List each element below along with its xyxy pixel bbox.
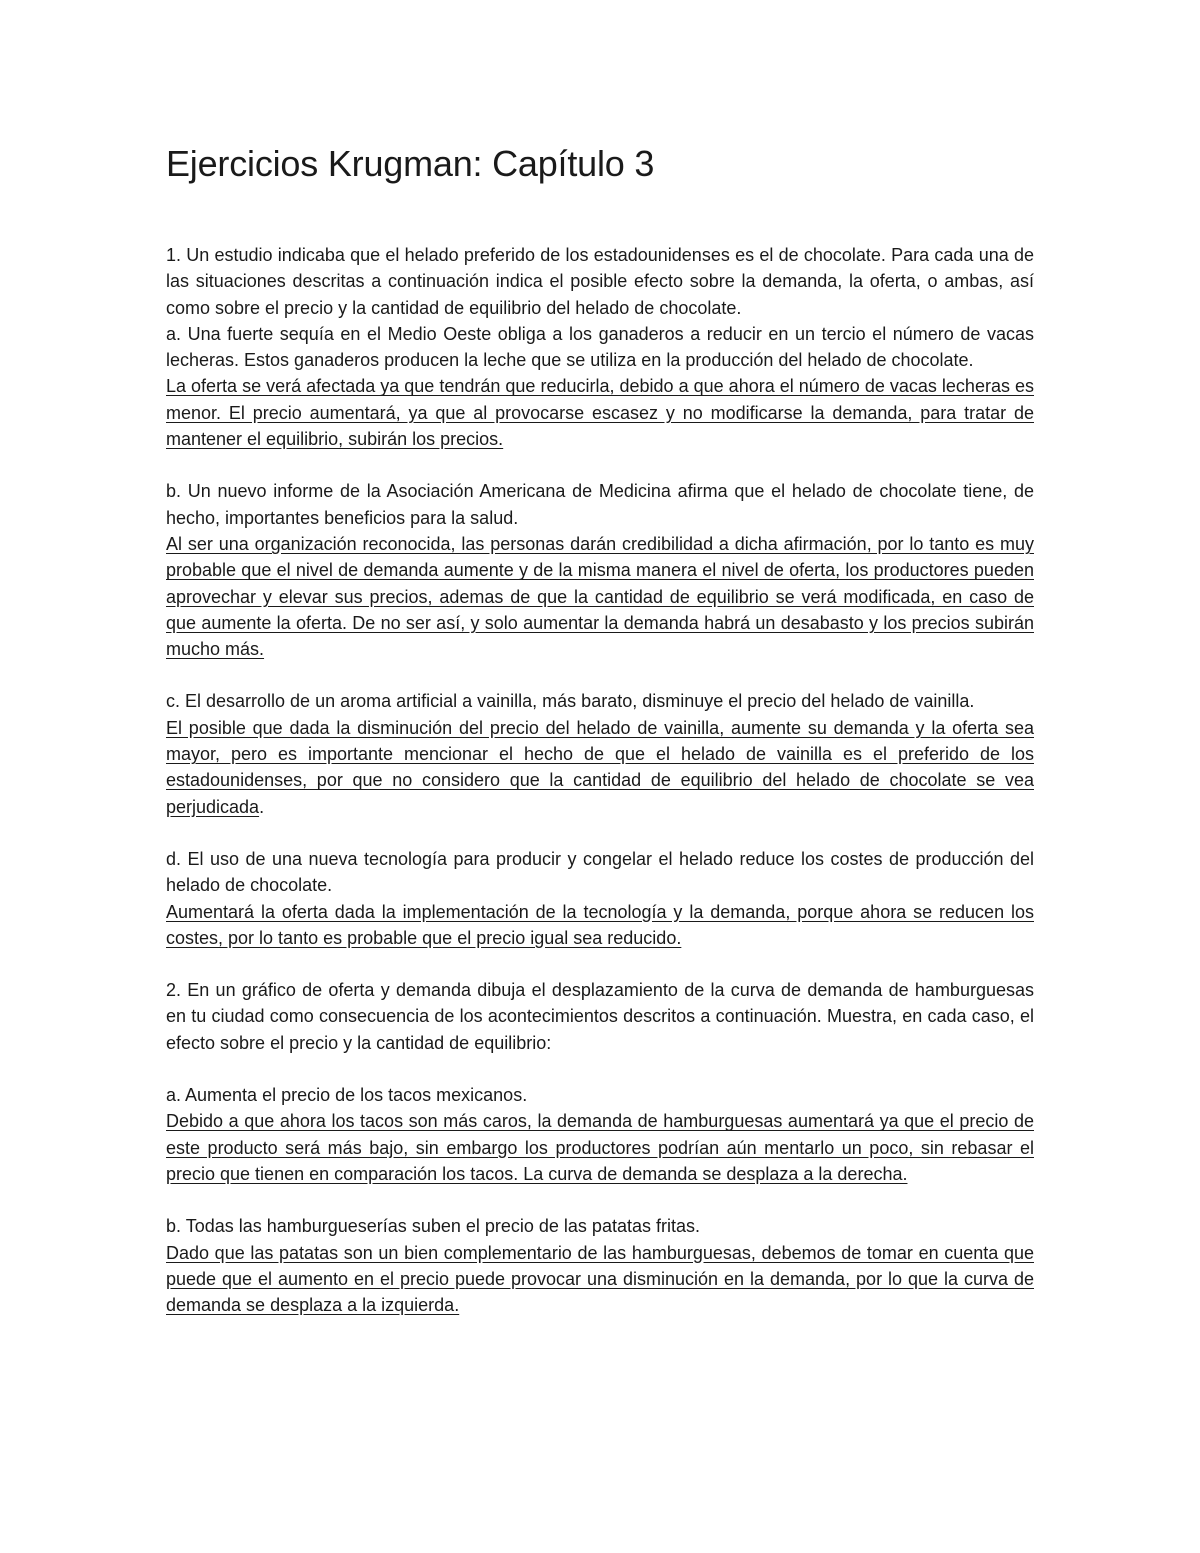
spacer (166, 1056, 1034, 1082)
spacer (166, 820, 1034, 846)
question-1a: a. Una fuerte sequía en el Medio Oeste obliga a los ganaderos a reducir en un tercio el número de vacas lecheras. Estos ganaderos producen la leche que se utiliza en la producción del helado de chocolate. (166, 323, 1034, 371)
answer-2b: Dado que las patatas son un bien complementario de las hamburguesas, debemos de tomar en cuenta que puede que el aumento en el precio puede provocar una disminución en la demanda, por lo que la curva de demanda se desplaza a la izquierda. (166, 1242, 1034, 1316)
question-2-intro: 2. En un gráfico de oferta y demanda dibuja el desplazamiento de la curva de demanda de hamburguesas en tu ciudad como consecuencia de los acontecimientos descritos a continuación. Muestra, en cada caso, el efecto sobre el precio y la cantidad de equilibrio: (166, 980, 1034, 1053)
spacer (166, 951, 1034, 977)
question-2a: a. Aumenta el precio de los tacos mexicanos. (166, 1085, 528, 1106)
question-1-intro: 1. Un estudio indicaba que el helado preferido de los estadounidenses es el de chocolate. Para cada una de las situaciones descritas a continuación indica el posible efecto sobre la demanda, la oferta, o ambas, así como sobre el precio y la cantidad de equilibrio del helado de chocolate. (166, 245, 1034, 318)
spacer (166, 662, 1034, 688)
answer-1c-paragraph (166, 715, 1034, 820)
question-2b: b. Todas las hamburgueserías suben el precio de las patatas fritas. (166, 1216, 700, 1237)
answer-1d: Aumentará la oferta dada la implementación de la tecnología y la demanda, porque ahora se reducen los costes, por lo tanto es probable que el precio igual sea reducido. (166, 901, 1034, 948)
question-1b: b. Un nuevo informe de la Asociación Americana de Medicina afirma que el helado de chocolate tiene, de hecho, importantes beneficios para la salud. (166, 481, 1034, 528)
answer-1a: La oferta se verá afectada ya que tendrán que reducirla, debido a que ahora el número de vacas lecheras es menor. El precio aumentará, ya que al provocarse escasez y no modificarse la demanda, para tratar de mantener el equilibrio, subirán los precios. (166, 376, 1034, 450)
document-page (166, 140, 1034, 1318)
spacer (166, 452, 1034, 478)
question-1c: c. El desarrollo de un aroma artificial a vainilla, más barato, disminuye el precio del helado de vainilla. (166, 691, 975, 712)
question-1d: d. El uso de una nueva tecnología para producir y congelar el helado reduce los costes de producción del helado de chocolate. (166, 848, 1034, 896)
answer-1b: Al ser una organización reconocida, las personas darán credibilidad a dicha afirmación, por lo tanto es muy probable que el nivel de demanda aumente y de la misma manera el nivel de oferta, los productores pueden aprovechar y elevar sus precios, ademas de que la cantidad de equilibrio se verá modificada, en caso de que aumente la oferta. De no ser así, y solo aumentar la demanda habrá un desabasto y los precios subirán mucho más. (166, 533, 1034, 660)
answer-1c-end: . (259, 796, 265, 817)
answer-2a: Debido a que ahora los tacos son más caros, la demanda de hamburguesas aumentará ya que el precio de este producto será más bajo, sin embargo los productores podrían aún mentarlo un poco, sin rebasar el precio que tienen en comparación los tacos. La curva de demanda se desplaza a la derecha. (166, 1111, 1034, 1184)
spacer (166, 1187, 1034, 1213)
answer-1c: El posible que dada la disminución del precio del helado de vainilla, aumente su demanda y la oferta sea mayor, pero es importante mencionar el hecho de que el helado de vainilla es el preferido de los estadounidenses, por que no considero que la cantidad de equilibrio del helado de chocolate se vea perjudicada (166, 717, 1034, 817)
document-title: Ejercicios Krugman: Capítulo 3 (166, 143, 655, 184)
